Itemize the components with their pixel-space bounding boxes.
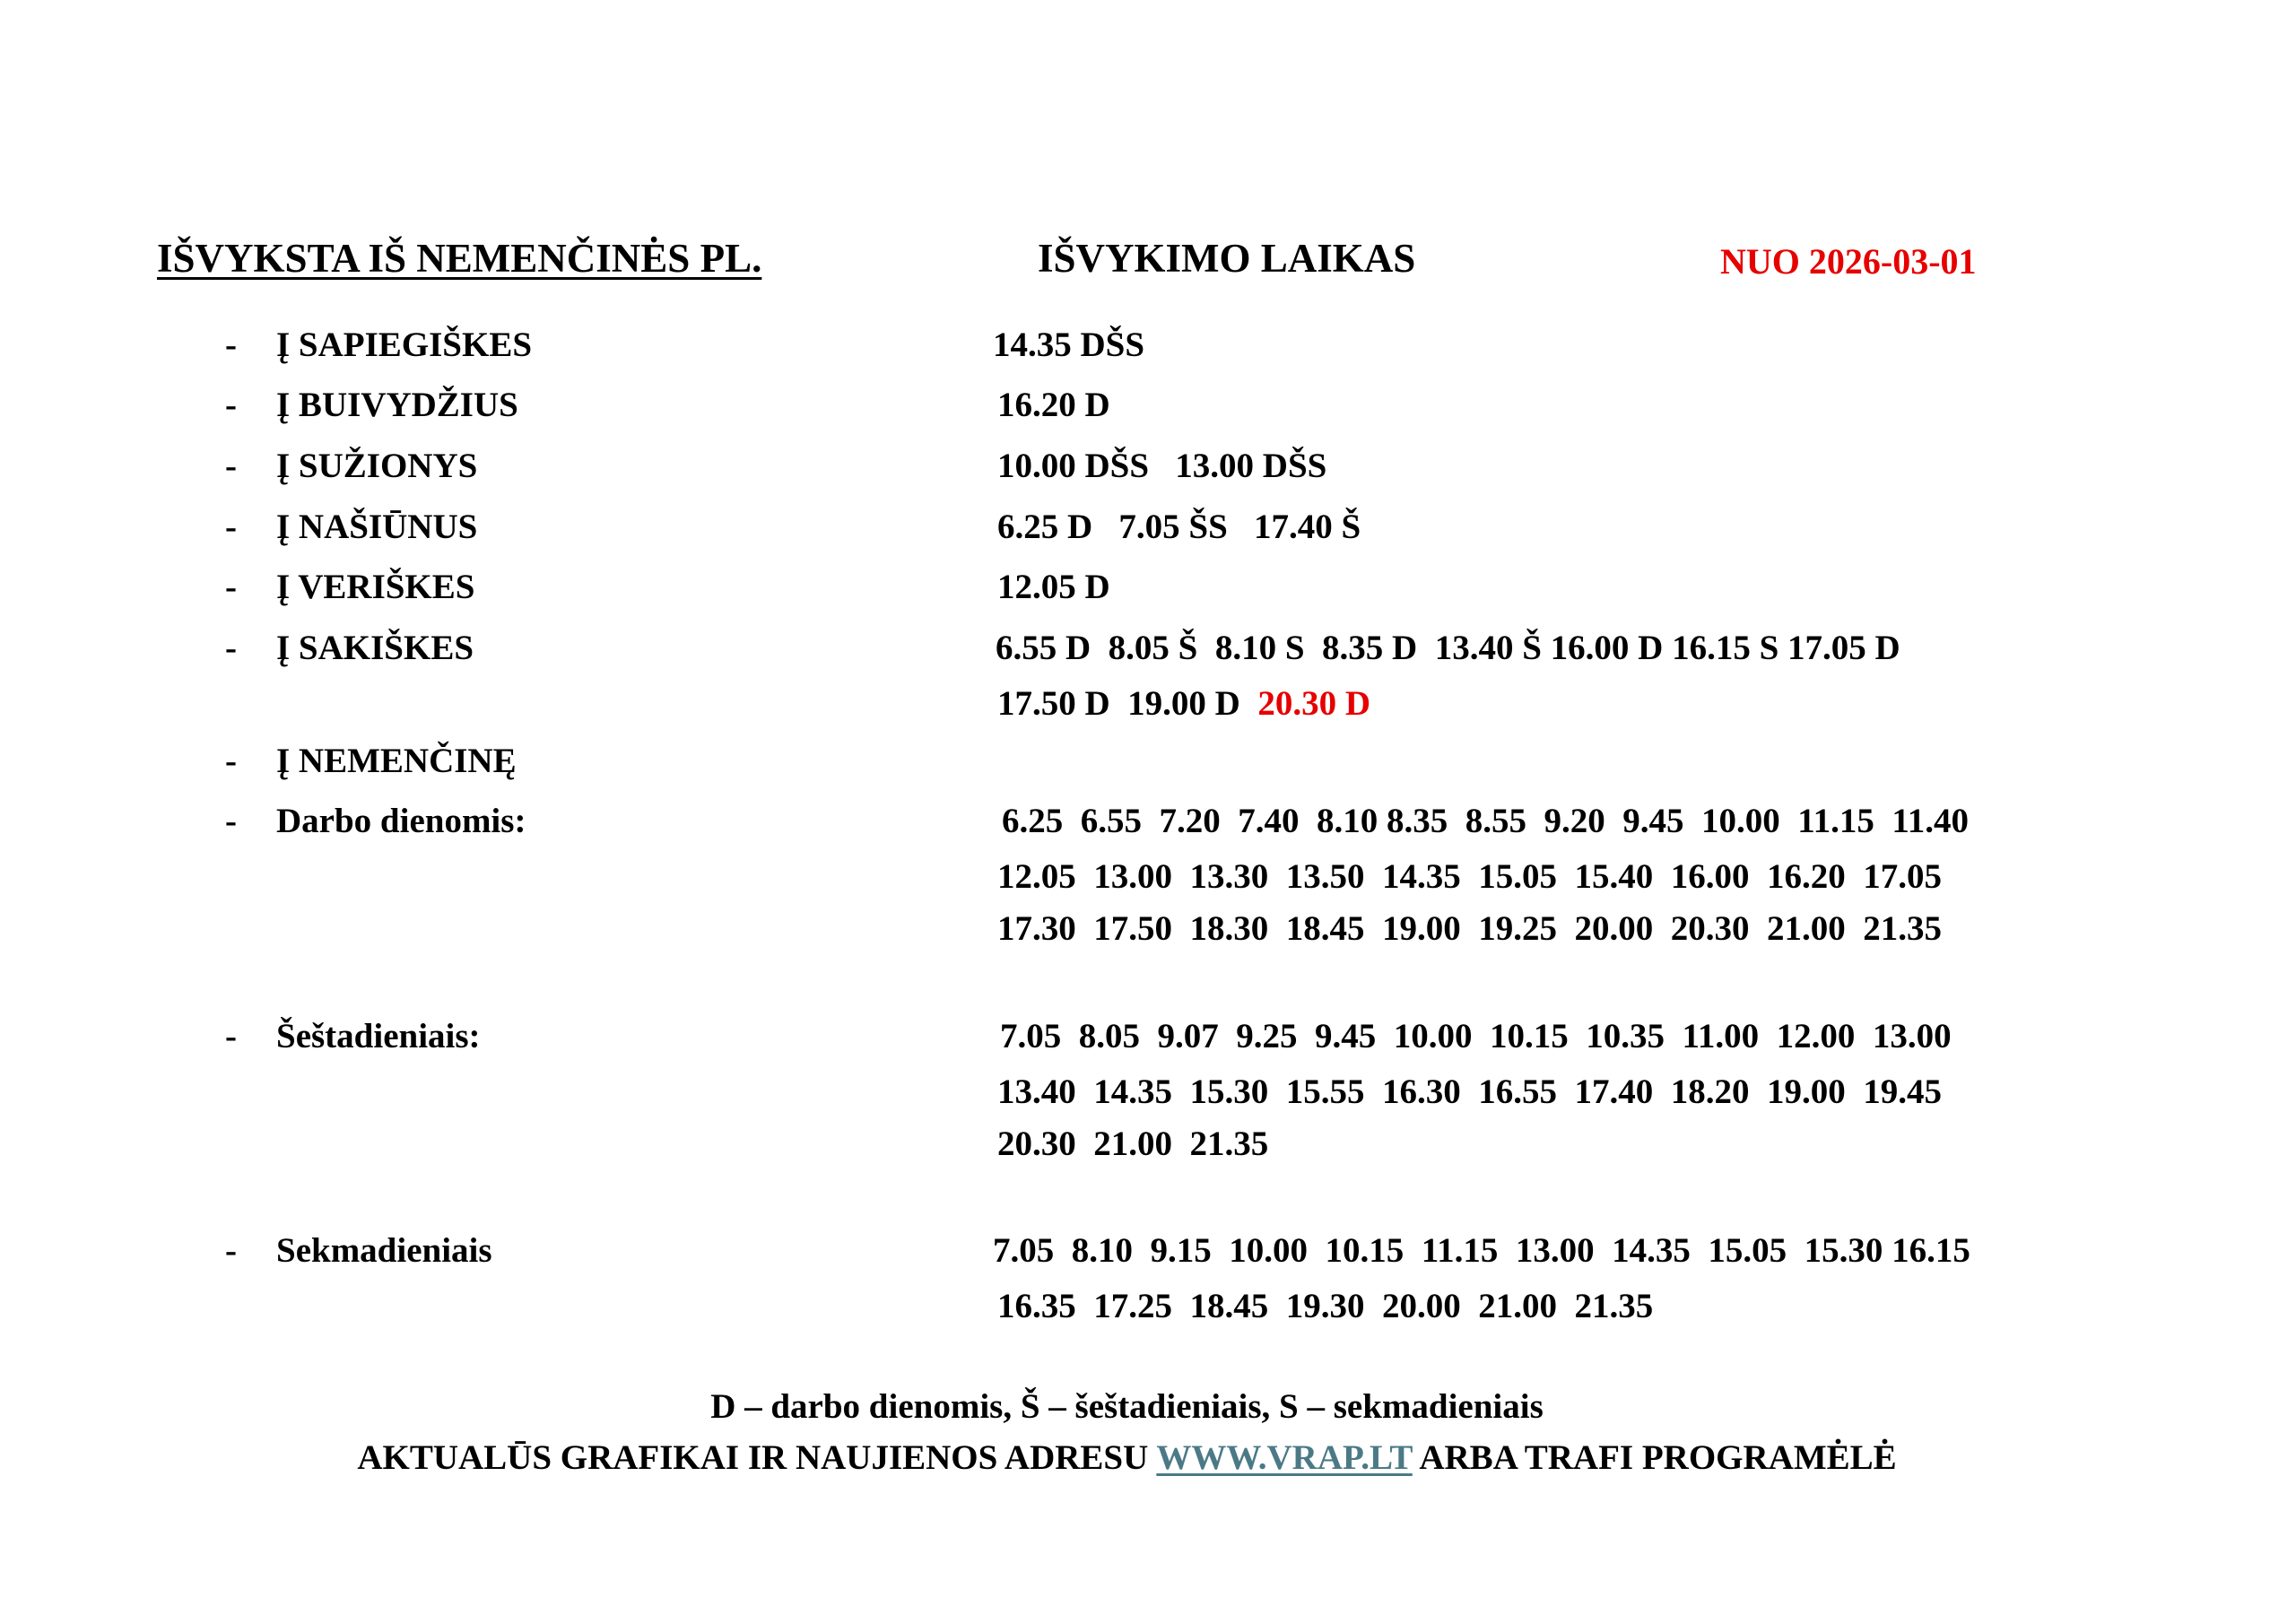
bullet-dash: - xyxy=(225,568,237,606)
departure-times: 7.05 8.05 9.07 9.25 9.45 10.00 10.15 10.35 11.00 12.00 13.00 xyxy=(1000,1017,1952,1055)
departure-times: 12.05 D xyxy=(997,568,1110,606)
departure-times: 12.05 13.00 13.30 13.50 14.35 15.05 15.40 16.00 16.20 17.05 xyxy=(997,857,1942,896)
departure-times: 6.55 D 8.05 Š 8.10 S 8.35 D 13.40 Š 16.00 D 16.15 S 17.05 D xyxy=(996,629,1900,667)
departs-from-heading: IŠVYKSTA IŠ NEMENČINĖS PL. xyxy=(157,236,762,281)
departure-times-part: 17.50 D 19.00 D xyxy=(997,684,1258,723)
day-type-label: Šeštadieniais: xyxy=(276,1017,481,1055)
bullet-dash: - xyxy=(225,326,237,364)
bullet-dash: - xyxy=(225,742,237,780)
departure-times: 13.40 14.35 15.30 15.55 16.30 16.55 17.40 18.20 19.00 19.45 xyxy=(997,1073,1942,1111)
valid-from-date: NUO 2026-03-01 xyxy=(1720,241,1977,282)
destination-label: Į NEMENČINĘ xyxy=(276,742,517,780)
departure-times: 6.25 D 7.05 ŠS 17.40 Š xyxy=(997,508,1361,546)
vrap-website-link[interactable]: WWW.VRAP.LT xyxy=(1156,1438,1413,1477)
departure-times: 6.25 6.55 7.20 7.40 8.10 8.35 8.55 9.20 9.45 10.00 11.15 11.40 xyxy=(1002,802,1969,840)
departure-times: 17.30 17.50 18.30 18.45 19.00 19.25 20.00 20.30 21.00 21.35 xyxy=(997,909,1942,948)
departure-times: 14.35 DŠS xyxy=(993,326,1145,364)
info-text-after: ARBA TRAFI PROGRAMĖLĖ xyxy=(1412,1438,1897,1477)
highlighted-departure: 20.30 D xyxy=(1257,684,1371,723)
departure-times xyxy=(997,683,1370,724)
destination-label: Į SAPIEGIŠKES xyxy=(276,326,533,364)
destination-label: Į NAŠIŪNUS xyxy=(276,508,478,546)
bullet-dash: - xyxy=(225,508,237,546)
bullet-dash: - xyxy=(225,386,237,424)
bullet-dash: - xyxy=(225,1231,237,1270)
destination-label: Į VERIŠKES xyxy=(276,568,475,606)
bullet-dash: - xyxy=(225,802,237,840)
destination-label: Į BUIVYDŽIUS xyxy=(276,386,518,424)
departure-times: 20.30 21.00 21.35 xyxy=(997,1125,1269,1163)
bullet-dash: - xyxy=(225,447,237,485)
departure-times: 10.00 DŠS 13.00 DŠS xyxy=(997,447,1327,485)
departure-time-heading: IŠVYKIMO LAIKAS xyxy=(1038,236,1416,281)
info-text-before: AKTUALŪS GRAFIKAI IR NAUJIENOS ADRESU xyxy=(357,1438,1157,1477)
bullet-dash: - xyxy=(225,629,237,667)
departure-times: 16.35 17.25 18.45 19.30 20.00 21.00 21.35 xyxy=(997,1287,1654,1325)
destination-label: Į SUŽIONYS xyxy=(276,447,478,485)
destination-label: Į SAKIŠKES xyxy=(276,629,474,667)
departure-times: 7.05 8.10 9.15 10.00 10.15 11.15 13.00 14.35 15.05 15.30 16.15 xyxy=(993,1231,1970,1270)
bullet-dash: - xyxy=(225,1017,237,1055)
departure-times: 16.20 D xyxy=(997,386,1110,424)
info-line xyxy=(0,1437,2254,1478)
legend-text: D – darbo dienomis, Š – šeštadieniais, S – sekmadieniais xyxy=(710,1387,1544,1426)
day-type-label: Darbo dienomis: xyxy=(276,802,526,840)
day-type-label: Sekmadieniais xyxy=(276,1231,492,1270)
